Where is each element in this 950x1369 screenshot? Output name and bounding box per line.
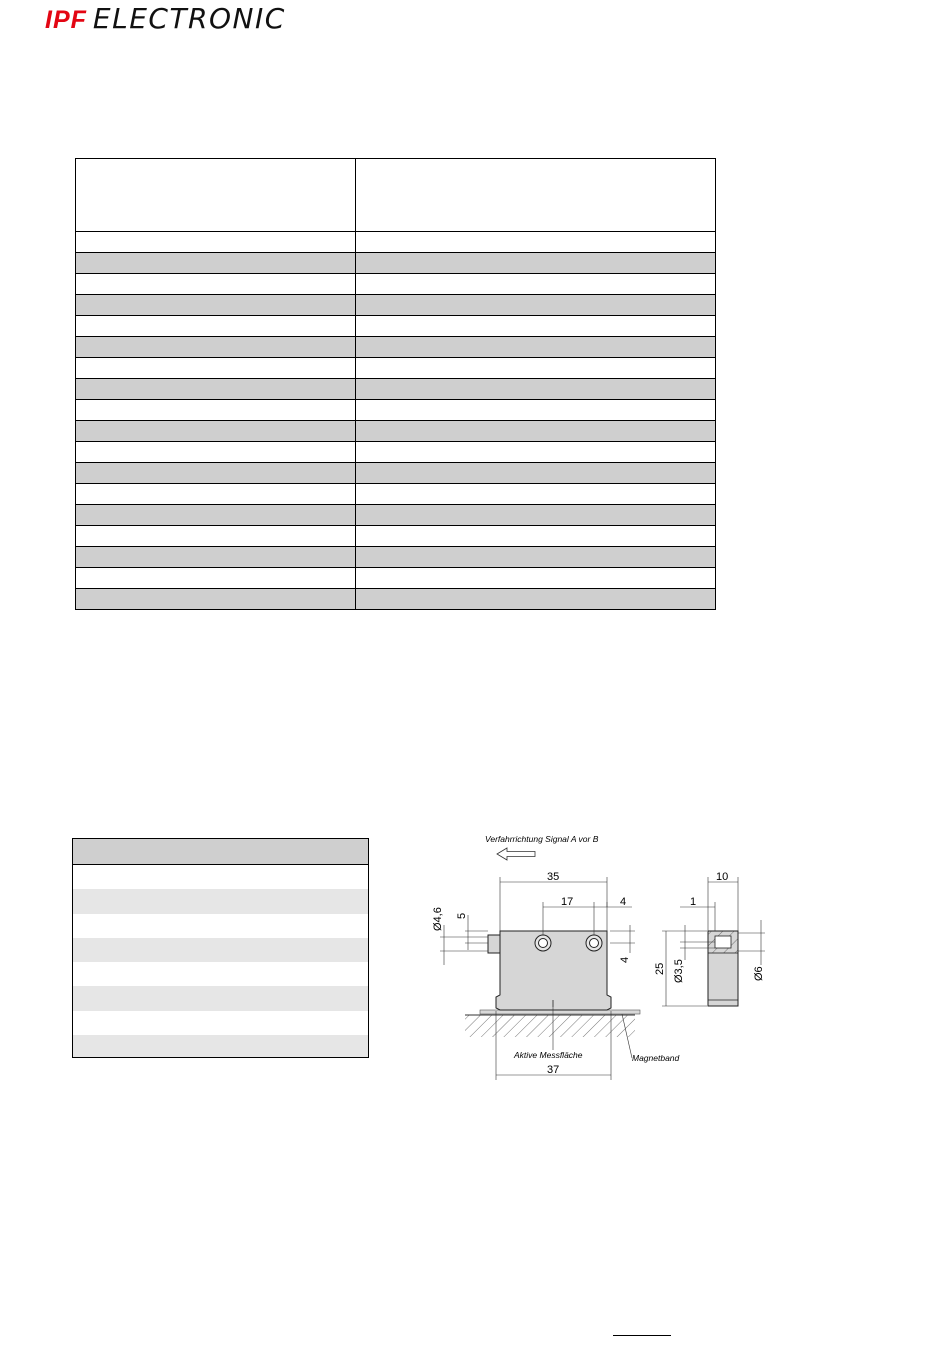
dim-counterbore-diameter: Ø6 <box>753 966 765 981</box>
table-row <box>76 589 716 610</box>
table-row <box>76 295 716 316</box>
connection-table-header <box>73 839 368 865</box>
table-cell <box>356 253 716 274</box>
table-row <box>73 914 368 938</box>
table-cell <box>356 337 716 358</box>
table-cell <box>76 232 356 253</box>
table-cell <box>76 253 356 274</box>
table-cell <box>76 463 356 484</box>
table-cell <box>76 400 356 421</box>
dim-edge-offset-right: 4 <box>620 896 627 908</box>
dim-depth: 10 <box>716 871 729 883</box>
table-cell <box>356 316 716 337</box>
direction-label: Verfahrrichtung Signal A vor B <box>485 834 599 844</box>
table-cell <box>76 568 356 589</box>
connection-table <box>72 838 369 1058</box>
table-cell <box>76 421 356 442</box>
ground-hatching <box>465 1015 635 1037</box>
table-row <box>76 442 716 463</box>
table-header-row <box>76 159 716 232</box>
dim-hole-diameter: Ø3,5 <box>673 959 685 983</box>
table-cell <box>76 379 356 400</box>
table-row <box>76 526 716 547</box>
table-row <box>76 274 716 295</box>
table-row <box>76 253 716 274</box>
table-cell <box>356 159 716 232</box>
table-cell <box>356 568 716 589</box>
table-row <box>76 379 716 400</box>
table-cell <box>76 589 356 610</box>
table-cell <box>76 484 356 505</box>
table-row <box>76 337 716 358</box>
table-row <box>76 568 716 589</box>
dim-width-top: 35 <box>547 871 560 883</box>
logo-brand: IPF <box>45 6 87 34</box>
company-logo <box>45 2 286 36</box>
table-cell <box>356 547 716 568</box>
table-cell <box>76 505 356 526</box>
table-cell <box>356 589 716 610</box>
dim-cable-diameter: Ø4,6 <box>432 907 444 931</box>
table-row <box>76 547 716 568</box>
table-row <box>76 358 716 379</box>
table-cell <box>356 232 716 253</box>
table-cell <box>76 526 356 547</box>
table-cell <box>76 337 356 358</box>
label-active-surface: Aktive Messfläche <box>514 1050 583 1060</box>
footer-rule <box>613 1335 671 1336</box>
dim-hole-spacing: 17 <box>561 896 574 908</box>
table-cell <box>76 316 356 337</box>
specification-table <box>75 158 716 610</box>
table-cell <box>76 547 356 568</box>
table-row <box>73 938 368 962</box>
table-cell <box>356 400 716 421</box>
table-row <box>73 986 368 1010</box>
table-row <box>76 463 716 484</box>
table-row <box>73 1035 368 1058</box>
direction-arrow-icon <box>497 848 535 860</box>
dim-height: 25 <box>654 962 666 975</box>
table-cell <box>356 295 716 316</box>
table-row <box>76 421 716 442</box>
table-row <box>73 1011 368 1035</box>
table-cell <box>356 463 716 484</box>
table-cell <box>356 505 716 526</box>
table-row <box>76 400 716 421</box>
table-row <box>73 865 368 889</box>
table-row <box>76 232 716 253</box>
table-cell <box>76 358 356 379</box>
dim-bottom-width: 37 <box>547 1064 560 1076</box>
table-row <box>76 484 716 505</box>
table-row <box>76 505 716 526</box>
dim-side-offset: 1 <box>690 896 697 908</box>
table-cell <box>76 295 356 316</box>
table-cell <box>76 442 356 463</box>
dim-hole-offset: 5 <box>456 912 468 919</box>
logo-name: ELECTRONIC <box>92 2 286 35</box>
table-cell <box>356 421 716 442</box>
table-cell <box>356 442 716 463</box>
dim-edge-offset-vertical: 4 <box>619 956 631 963</box>
sensor-housing <box>488 931 611 1010</box>
table-row <box>73 889 368 913</box>
magnetic-tape <box>480 1010 640 1014</box>
dimension-drawing <box>410 825 780 1085</box>
table-cell <box>76 159 356 232</box>
table-row <box>76 316 716 337</box>
table-cell <box>356 484 716 505</box>
table-cell <box>356 274 716 295</box>
table-cell <box>76 274 356 295</box>
table-cell <box>356 526 716 547</box>
label-magnetic-tape: Magnetband <box>632 1053 680 1063</box>
table-row <box>73 962 368 986</box>
table-cell <box>356 358 716 379</box>
table-cell <box>356 379 716 400</box>
